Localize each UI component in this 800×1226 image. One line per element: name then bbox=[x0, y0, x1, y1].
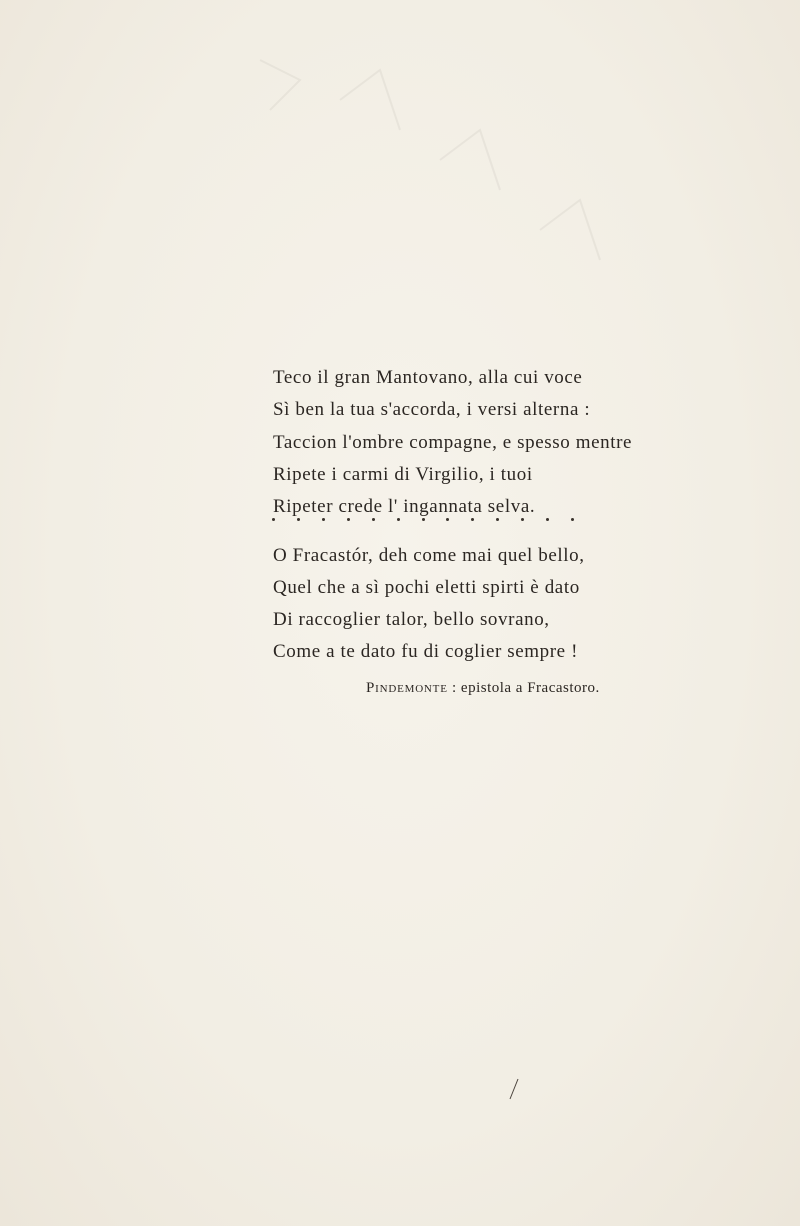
verse-line-6: O Fracastór, deh come mai quel bello, bbox=[273, 545, 585, 566]
verse-line-5: Ripeter crede l' ingannata selva. bbox=[273, 496, 536, 517]
verse-line-4: Ripete i carmi di Virgilio, i tuoi bbox=[273, 464, 533, 485]
ellipsis-dot bbox=[347, 518, 350, 521]
verse-line-9: Come a te dato fu di coglier sempre ! bbox=[273, 641, 578, 662]
ellipsis-dot bbox=[546, 518, 549, 521]
ellipsis-dot bbox=[372, 518, 375, 521]
ellipsis-dot bbox=[422, 518, 425, 521]
verse-line-3: Taccion l'ombre compagne, e spesso mentre bbox=[273, 432, 633, 453]
ellipsis-dot bbox=[446, 518, 449, 521]
attribution-separator: : bbox=[447, 680, 461, 696]
verse-line-2: Sì ben la tua s'accorda, i versi alterna : bbox=[273, 399, 591, 420]
ellipsis-dot bbox=[521, 518, 524, 521]
verse-line-7: Quel che a sì pochi eletti spirti è dato bbox=[273, 577, 580, 598]
verse-line-1: Teco il gran Mantovano, alla cui voce bbox=[273, 367, 583, 388]
ellipsis-dot bbox=[272, 518, 275, 521]
ellipsis-dot bbox=[571, 518, 574, 521]
ellipsis-dot bbox=[397, 518, 400, 521]
attribution-work: epistola a Fracastoro. bbox=[460, 680, 600, 696]
ellipsis-dot bbox=[496, 518, 499, 521]
show-through-letters bbox=[240, 40, 660, 360]
stray-pen-mark bbox=[509, 1078, 519, 1100]
ellipsis-dot bbox=[471, 518, 474, 521]
verse-line-8: Di raccoglier talor, bello sovrano, bbox=[273, 609, 550, 630]
ellipsis-dot bbox=[297, 518, 300, 521]
attribution bbox=[366, 680, 600, 697]
ellipsis-dots bbox=[272, 518, 574, 526]
ellipsis-dot bbox=[322, 518, 325, 521]
attribution-author: Pindemonte bbox=[366, 680, 448, 696]
